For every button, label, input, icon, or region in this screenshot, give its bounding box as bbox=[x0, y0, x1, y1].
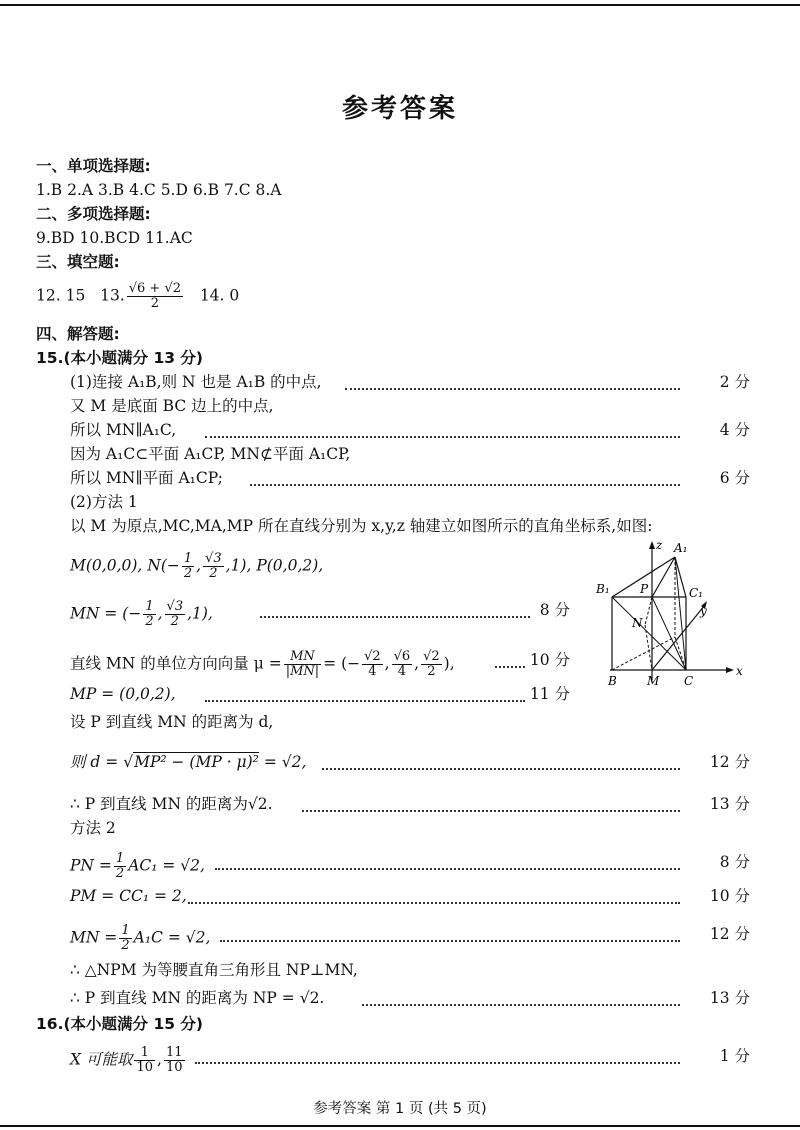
section1-heading: 一、单项选择题: bbox=[36, 157, 151, 175]
score-4: 4 分 bbox=[719, 421, 750, 439]
dot-leader bbox=[250, 478, 680, 486]
q15-triangle: ∴ △NPM 为等腰直角三角形且 NP⊥MN, bbox=[70, 961, 358, 979]
q15-line1: (1)连接 A₁B,则 N 也是 A₁B 的中点, bbox=[70, 373, 322, 391]
score-10: 10 分 bbox=[529, 651, 570, 669]
page-footer: 参考答案 第 1 页 (共 5 页) bbox=[313, 1101, 487, 1117]
label-c: C bbox=[684, 674, 694, 688]
answer-13-prefix: 13. bbox=[100, 286, 125, 305]
q15-method1: (2)方法 1 bbox=[70, 493, 138, 511]
dot-leader bbox=[205, 430, 680, 438]
prism-figure bbox=[590, 535, 750, 690]
q15-pn: PN = $\frac{1}{2}$ AC₁ = √2, bbox=[70, 851, 205, 881]
q15-vector-mn: MN = (− $\frac{1}{2}$ , $\frac{√3}{2}$ ,1), bbox=[70, 599, 213, 629]
score-6: 6 分 bbox=[719, 469, 750, 487]
dot-leader bbox=[205, 694, 525, 702]
answer-14: 14. 0 bbox=[199, 286, 240, 305]
top-rule bbox=[0, 4, 800, 6]
answer-12: 12. 15 bbox=[36, 286, 86, 305]
label-b1: B₁ bbox=[596, 582, 610, 596]
score-8: 8 分 bbox=[539, 601, 570, 619]
section3-heading: 三、填空题: bbox=[36, 253, 120, 271]
q15-points: M(0,0,0), N(− $\frac{1}{2}$ , $\frac{√3}{2}$ ,1), P(0,0,2), bbox=[70, 551, 324, 581]
label-c1: C₁ bbox=[689, 586, 703, 600]
label-y: y bbox=[700, 604, 707, 618]
q15-method2: 方法 2 bbox=[70, 819, 116, 837]
dot-leader bbox=[220, 934, 680, 942]
dot-leader bbox=[362, 998, 680, 1006]
score-8: 8 分 bbox=[719, 853, 750, 871]
bottom-rule bbox=[0, 1125, 800, 1127]
q15-unit-vector: 直线 MN 的单位方向向量 μ = $\frac{MN}{|MN|}$ = (− $\frac{√2}{4}$ , $\frac{√6}{4}$ , $\frac{√2}{2}$ ), bbox=[70, 649, 455, 679]
page-title: 参考答案 bbox=[341, 94, 458, 124]
dot-leader bbox=[188, 896, 680, 904]
label-n: N bbox=[632, 616, 643, 630]
score-11: 11 分 bbox=[529, 685, 570, 703]
q16-header: 16.(本小题满分 15 分) bbox=[36, 1015, 203, 1033]
label-m: M bbox=[647, 674, 660, 688]
q15-vector-mp: MP = (0,0,2), bbox=[70, 685, 176, 703]
label-z: z bbox=[656, 538, 663, 552]
dot-leader bbox=[260, 610, 530, 618]
q15-line3: 所以 MN∥A₁C, bbox=[70, 421, 177, 439]
score-1: 1 分 bbox=[719, 1047, 750, 1065]
section3-answers bbox=[36, 282, 239, 311]
label-a1: A₁ bbox=[674, 541, 688, 555]
score-2: 2 分 bbox=[719, 373, 750, 391]
q15-conclusion1: ∴ P 到直线 MN 的距离为√2. bbox=[70, 795, 273, 813]
q15-pm: PM = CC₁ = 2, bbox=[70, 887, 187, 905]
section2-answers: 9.BD 10.BCD 11.AC bbox=[36, 229, 193, 247]
q15-line2: 又 M 是底面 BC 边上的中点, bbox=[70, 397, 274, 415]
score-10: 10 分 bbox=[709, 887, 750, 905]
q15-coord-setup: 以 M 为原点,MC,MA,MP 所在直线分别为 x,y,z 轴建立如图所示的直角坐标系,如图: bbox=[70, 517, 653, 535]
section1-answers: 1.B 2.A 3.B 4.C 5.D 6.B 7.C 8.A bbox=[36, 181, 282, 199]
section4-heading: 四、解答题: bbox=[36, 325, 120, 343]
dot-leader bbox=[215, 862, 680, 870]
label-p: P bbox=[640, 582, 649, 596]
q15-conclusion2: ∴ P 到直线 MN 的距离为 NP = √2. bbox=[70, 989, 325, 1007]
q16-line1: X 可能取 $\frac{1}{10}$ , $\frac{11}{10}$ bbox=[70, 1045, 183, 1075]
section2-heading: 二、多项选择题: bbox=[36, 205, 151, 223]
dot-leader bbox=[195, 1056, 680, 1064]
q15-mn: MN = $\frac{1}{2}$ A₁C = √2, bbox=[70, 923, 211, 953]
q15-header: 15.(本小题满分 13 分) bbox=[36, 349, 203, 367]
score-12: 12 分 bbox=[709, 925, 750, 943]
answer-13-fraction: $\frac{√6 + √2}{2}$ bbox=[128, 281, 182, 311]
q15-line4: 因为 A₁C⊂平面 A₁CP, MN⊄平面 A₁CP, bbox=[70, 445, 351, 463]
q15-distance-formula: 则 d = √MP² − (MP · μ)² = √2, bbox=[70, 753, 307, 771]
label-b: B bbox=[608, 674, 617, 688]
label-x: x bbox=[736, 664, 743, 678]
q15-distance-def: 设 P 到直线 MN 的距离为 d, bbox=[70, 713, 274, 731]
q15-line5: 所以 MN∥平面 A₁CP; bbox=[70, 469, 223, 487]
dot-leader bbox=[345, 382, 680, 390]
dot-leader bbox=[322, 762, 680, 770]
score-12: 12 分 bbox=[709, 753, 750, 771]
score-13: 13 分 bbox=[709, 989, 750, 1007]
dot-leader bbox=[302, 804, 680, 812]
score-13: 13 分 bbox=[709, 795, 750, 813]
